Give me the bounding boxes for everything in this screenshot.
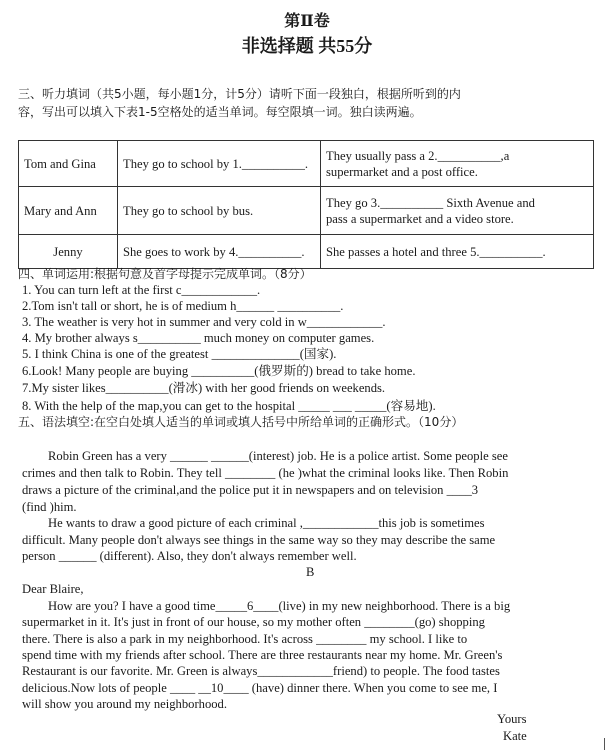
table-cell-name: Tom and Gina	[19, 141, 118, 187]
table-cell-route	[321, 187, 594, 235]
listening-table	[18, 140, 594, 269]
table-row	[19, 235, 594, 269]
passage-b-line: there. There is also a park in my neighborhood. It's across ________ my school. I like to	[22, 632, 468, 646]
table-row	[19, 141, 594, 187]
passage-a-line: (find )him.	[22, 500, 77, 514]
word-item: 8. With the help of the map,you can get to the hospital _____ ___ _____(容易地).	[22, 399, 436, 413]
volume-title: 第Ⅱ卷	[284, 13, 330, 30]
route-line-2: pass a supermarket and a video store.	[326, 211, 514, 226]
table-cell-name: Mary and Ann	[19, 187, 118, 235]
table-cell-name: Jenny	[19, 235, 118, 269]
table-cell-transport: They go to school by 1.__________.	[118, 141, 321, 187]
letter-signature: Kate	[503, 729, 527, 743]
part3-instruction-1: 三、听力填词（共5小题，每小题1分，计5分）请听下面一段独白，根据所听到的内	[18, 87, 461, 101]
table-row	[19, 187, 594, 235]
passage-b-line: Restaurant is our favorite. Mr. Green is always____________friend) to people. The food tastes	[22, 664, 500, 678]
passage-b-line: How are you? I have a good time_____6____(live) in my new neighborhood. There is a big	[48, 599, 511, 613]
table-cell-route	[321, 141, 594, 187]
passage-b-line: spend time with my friends after school. There are three restaurants near my home. Mr. Green's	[22, 648, 503, 662]
part3-instruction-2: 容，写出可以填入下表1-5空格处的适当单词。每空限填一词。独白读两遍。	[18, 105, 422, 119]
word-item: 2.Tom isn't tall or short, he is of medium h______ __________.	[22, 299, 344, 313]
part4-instruction: 四、单词运用:根据句意及首字母提示完成单词。（8分）	[18, 267, 312, 281]
passage-b-line: supermarket in it. It's just in front of our house, so my mother often ________(go) shopping	[22, 615, 485, 629]
word-item: 7.My sister likes__________(滑冰) with her good friends on weekends.	[22, 381, 386, 395]
letter-greeting: Dear Blaire,	[22, 582, 84, 596]
route-line-2: She passes a hotel and three 5.__________.	[326, 244, 546, 259]
passage-a-line: Robin Green has a very ______ ______(interest) job. He is a police artist. Some people see	[48, 449, 508, 463]
scan-edge-mark	[604, 738, 605, 750]
passage-b-line: will show you around my neighborhood.	[22, 697, 227, 711]
passage-a-line: difficult. Many people don't always see things in the same way so they may describe the same	[22, 533, 496, 547]
word-item: 6.Look! Many people are buying __________(俄罗斯的) bread to take home.	[22, 364, 416, 378]
word-item: 4. My brother always s__________ much money on computer games.	[22, 331, 375, 345]
passage-a-line: draws a picture of the criminal,and the police put it in newspapers and on television ____3	[22, 483, 479, 497]
route-line-2: supermarket and a post office.	[326, 164, 478, 179]
route-line-1: They usually pass a 2.__________,a	[326, 148, 510, 163]
word-item: 3. The weather is very hot in summer and very cold in w____________.	[22, 315, 386, 329]
part5-instruction: 五、语法填空:在空白处填人适当的单词或填人括号中所给单词的正确形式。（10分）	[18, 415, 464, 429]
table-cell-transport: She goes to work by 4.__________.	[118, 235, 321, 269]
passage-a-line: crimes and then talk to Robin. They tell ________ (he )what the criminal looks like. Then Robin	[22, 466, 509, 480]
table-cell-transport: They go to school by bus.	[118, 187, 321, 235]
letter-closing: Yours	[497, 712, 527, 726]
passage-b-label: B	[306, 565, 315, 579]
section-title: 非选择题 共55分	[241, 36, 373, 56]
passage-a-line: person ______ (different). Also, they don't always remember well.	[22, 549, 357, 563]
passage-a-line: He wants to draw a good picture of each criminal ,____________this job is sometimes	[48, 516, 485, 530]
word-item: 5. I think China is one of the greatest ______________(国家).	[22, 347, 337, 361]
table-cell-route	[321, 235, 594, 269]
route-line-1: They go 3.__________ Sixth Avenue and	[326, 195, 535, 210]
word-item: 1. You can turn left at the first c____________.	[22, 283, 261, 297]
passage-b-line: delicious.Now lots of people ____ __10____ (have) dinner there. When you come to see me, I	[22, 681, 498, 695]
